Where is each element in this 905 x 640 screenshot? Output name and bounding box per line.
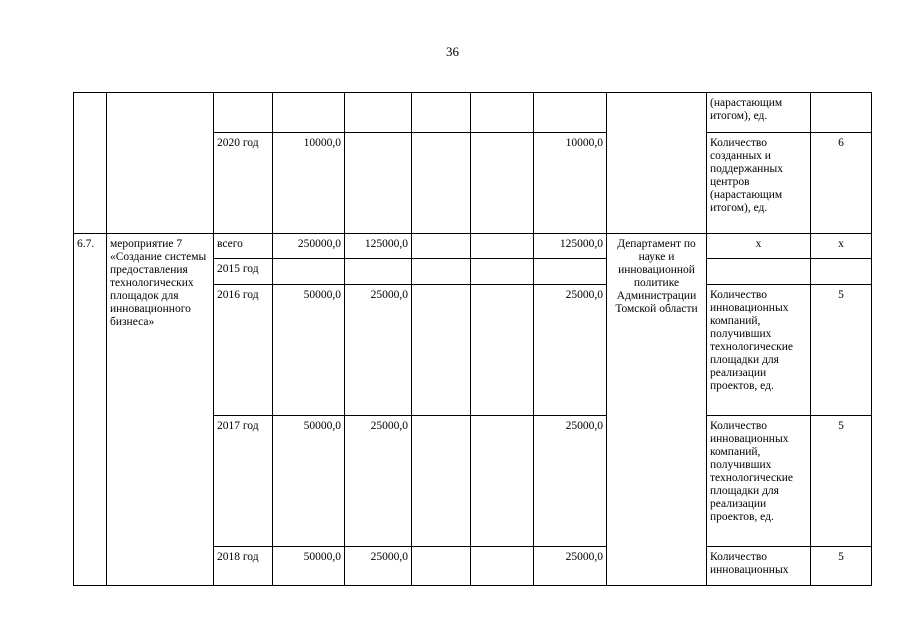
cell-indicator: Количество созданных и поддержанных центров (нарастающим итогом), ед.	[707, 133, 811, 234]
cell-regional	[412, 416, 471, 547]
cell-total	[273, 259, 345, 285]
cell-other: 25000,0	[534, 547, 607, 586]
cell-federal: 25000,0	[345, 285, 412, 416]
cell-value: 6	[811, 133, 872, 234]
program-table	[73, 92, 872, 586]
cell-local	[471, 259, 534, 285]
table-row	[74, 93, 872, 133]
page-number: 36	[446, 44, 459, 59]
cell-value	[811, 259, 872, 285]
cell-local	[471, 547, 534, 586]
cell-indicator: Количество инновационных компаний, получивших технологические площадки для реализации проектов, ед.	[707, 285, 811, 416]
cell-local	[471, 285, 534, 416]
cell-year	[214, 93, 273, 133]
cell-year: 2018 год	[214, 547, 273, 586]
cell-other: 125000,0	[534, 234, 607, 259]
cell-regional	[412, 234, 471, 259]
cell-indicator	[707, 259, 811, 285]
item-number: 6.7.	[74, 234, 107, 586]
cell-executor	[607, 93, 707, 234]
cell-federal	[345, 133, 412, 234]
cell-federal	[345, 93, 412, 133]
cell-local	[471, 133, 534, 234]
cell-indicator: Количество инновационных	[707, 547, 811, 586]
cell-local	[471, 93, 534, 133]
cell-total: 10000,0	[273, 133, 345, 234]
cell-total: 50000,0	[273, 547, 345, 586]
cell-regional	[412, 547, 471, 586]
cell-local	[471, 234, 534, 259]
cell-indicator: x	[707, 234, 811, 259]
item-executor: Департамент по науке и инновационной политике Администрации Томской области	[607, 234, 707, 586]
cell-federal: 25000,0	[345, 416, 412, 547]
cell-indicator: (нарастающим итогом), ед.	[707, 93, 811, 133]
cell-other: 25000,0	[534, 416, 607, 547]
cell-total: 250000,0	[273, 234, 345, 259]
cell-value: 5	[811, 285, 872, 416]
cell-federal: 25000,0	[345, 547, 412, 586]
cell-regional	[412, 285, 471, 416]
cell-number	[74, 93, 107, 234]
cell-value	[811, 93, 872, 133]
cell-total: 50000,0	[273, 285, 345, 416]
cell-total	[273, 93, 345, 133]
cell-value: 5	[811, 416, 872, 547]
cell-other	[534, 93, 607, 133]
cell-indicator: Количество инновационных компаний, получивших технологические площадки для реализации проектов, ед.	[707, 416, 811, 547]
cell-local	[471, 416, 534, 547]
cell-federal: 125000,0	[345, 234, 412, 259]
cell-year: 2016 год	[214, 285, 273, 416]
cell-title	[107, 93, 214, 234]
table-row	[74, 234, 872, 259]
cell-regional	[412, 93, 471, 133]
cell-other: 10000,0	[534, 133, 607, 234]
cell-other: 25000,0	[534, 285, 607, 416]
cell-regional	[412, 133, 471, 234]
item-title: мероприятие 7 «Создание системы предоставления технологических площадок для инновационного бизнеса»	[107, 234, 214, 586]
cell-year: 2015 год	[214, 259, 273, 285]
cell-federal	[345, 259, 412, 285]
cell-value: 5	[811, 547, 872, 586]
cell-other	[534, 259, 607, 285]
cell-year: 2017 год	[214, 416, 273, 547]
cell-value: x	[811, 234, 872, 259]
cell-year: всего	[214, 234, 273, 259]
cell-total: 50000,0	[273, 416, 345, 547]
cell-year: 2020 год	[214, 133, 273, 234]
cell-regional	[412, 259, 471, 285]
